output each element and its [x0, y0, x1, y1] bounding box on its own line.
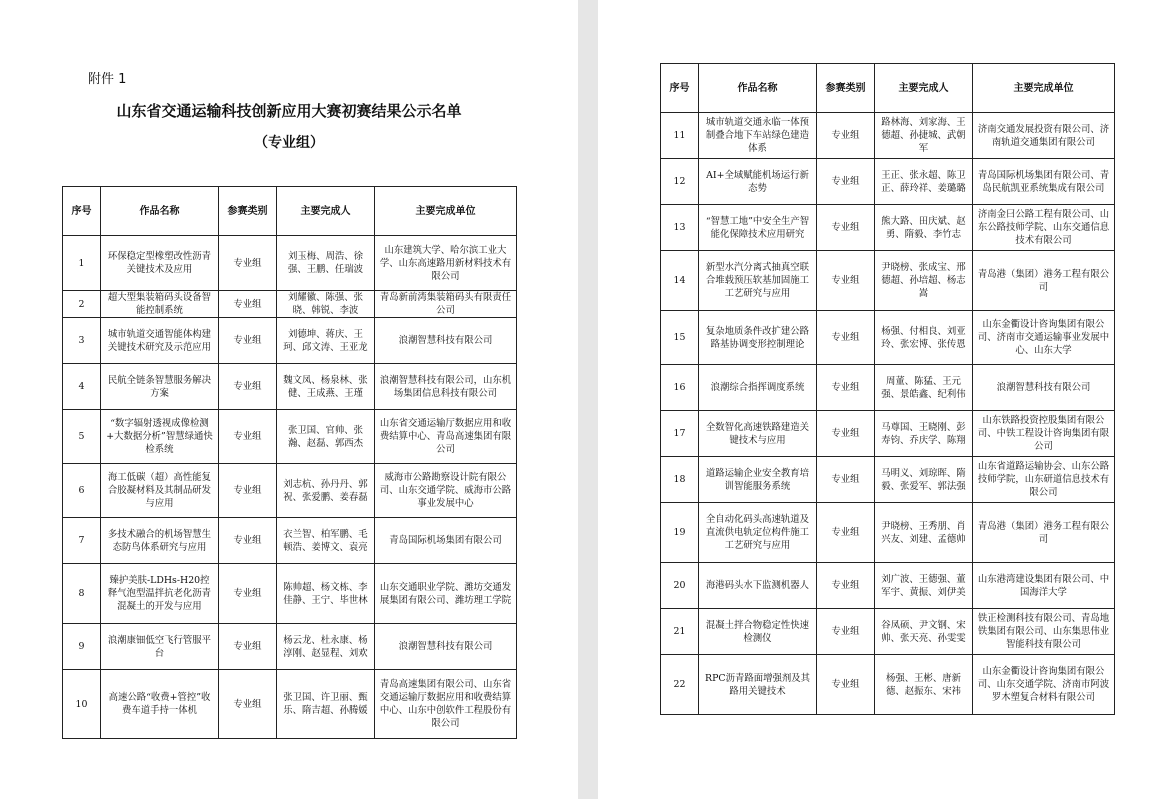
document-subtitle: （专业组）: [254, 135, 324, 151]
main-units: 山东港湾建设集团有限公司、中国海洋大学: [973, 563, 1115, 609]
table-row: [63, 410, 517, 464]
main-units: 青岛高速集团有限公司、山东省交通运输厅数据应用和收费结算中心、山东中创软件工程股份有限公司: [375, 670, 517, 739]
work-title: 复杂地质条件改扩建公路路基协调变形控制理论: [699, 311, 817, 365]
category: 专业组: [219, 564, 277, 624]
table-row: [63, 518, 517, 564]
work-title: AI+全域赋能机场运行新态势: [699, 159, 817, 205]
row-number: 21: [661, 609, 699, 655]
row-number: 11: [661, 113, 699, 159]
row-number: 3: [63, 318, 101, 364]
main-units: 浪潮智慧科技有限公司: [375, 318, 517, 364]
table-row: [661, 411, 1115, 457]
main-units: 铁正检测科技有限公司、青岛地铁集团有限公司、山东集思伟业智能科技有限公司: [973, 609, 1115, 655]
category: 专业组: [219, 291, 277, 318]
row-number: 14: [661, 251, 699, 311]
work-title: 民航全链条智慧服务解决方案: [101, 364, 219, 410]
category: 专业组: [219, 318, 277, 364]
document-page-right: [598, 0, 1176, 799]
table-row: [63, 364, 517, 410]
header-main-units: 主要完成单位: [973, 64, 1115, 113]
main-units: 青岛国际机场集团有限公司、青岛民航凯亚系统集成有限公司: [973, 159, 1115, 205]
work-title: 多技术融合的机场智慧生态防鸟体系研究与应用: [101, 518, 219, 564]
table-row: [661, 609, 1115, 655]
work-title: 海港码头水下监测机器人: [699, 563, 817, 609]
category: 专业组: [219, 464, 277, 518]
work-title: 海工低碳（超）高性能复合胶凝材料及其制品研发与应用: [101, 464, 219, 518]
work-title: 新型水汽分离式抽真空联合堆载预压软基加固施工工艺研究与应用: [699, 251, 817, 311]
header-category: 参赛类别: [817, 64, 875, 113]
category: 专业组: [817, 503, 875, 563]
row-number: 5: [63, 410, 101, 464]
main-people: 王正、张永超、陈卫正、薛玲祥、姜璐璐: [875, 159, 973, 205]
main-people: 路林海、刘家海、王德超、孙捷城、武朝军: [875, 113, 973, 159]
table-row: [63, 464, 517, 518]
work-title: 臻护美肤-LDHs-H20控释气泡型温拌抗老化沥青混凝土的开发与应用: [101, 564, 219, 624]
work-title: 浪潮综合指挥调度系统: [699, 365, 817, 411]
work-title: 道路运输企业安全教育培训智能服务系统: [699, 457, 817, 503]
row-number: 9: [63, 624, 101, 670]
main-people: 刘耀徽、陈强、张晓、韩锐、李波: [277, 291, 375, 318]
table-row: [661, 113, 1115, 159]
main-units: 青岛港（集团）港务工程有限公司: [973, 503, 1115, 563]
header-main-people: 主要完成人: [277, 187, 375, 236]
row-number: 19: [661, 503, 699, 563]
main-units: 山东铁路投资控股集团有限公司、中铁工程设计咨询集团有限公司: [973, 411, 1115, 457]
header-main-people: 主要完成人: [875, 64, 973, 113]
row-number: 7: [63, 518, 101, 564]
table-row: [661, 311, 1115, 365]
main-people: 熊大路、田庆斌、赵勇、隋毅、李竹志: [875, 205, 973, 251]
work-title: 城市轨道交通永临一体预制叠合地下车站绿色建造体系: [699, 113, 817, 159]
document-title: 山东省交通运输科技创新应用大赛初赛结果公示名单: [116, 102, 462, 120]
main-people: 马尊国、王晓刚、彭寿钧、乔庆学、陈翔: [875, 411, 973, 457]
main-people: 杨强、付相良、刘亚玲、张宏博、张传恩: [875, 311, 973, 365]
table-row: [661, 655, 1115, 715]
row-number: 22: [661, 655, 699, 715]
row-number: 18: [661, 457, 699, 503]
row-number: 20: [661, 563, 699, 609]
row-number: 4: [63, 364, 101, 410]
main-units: 山东省交通运输厅数据应用和收费结算中心、青岛高速集团有限公司: [375, 410, 517, 464]
main-people: 尹晓榜、张成宝、邢德超、孙培超、杨志嵩: [875, 251, 973, 311]
work-title: “智慧工地”中安全生产智能化保障技术应用研究: [699, 205, 817, 251]
row-number: 17: [661, 411, 699, 457]
row-number: 1: [63, 236, 101, 291]
work-title: RPC沥青路面增强剂及其路用关键技术: [699, 655, 817, 715]
main-people: 周董、陈猛、王元强、景皓鑫、纪利伟: [875, 365, 973, 411]
main-units: 山东省道路运输协会、山东公路技师学院，山东研道信息技术有限公司: [973, 457, 1115, 503]
attachment-label: 附件 1: [88, 72, 127, 87]
category: 专业组: [817, 563, 875, 609]
work-title: 全数智化高速铁路建造关键技术与应用: [699, 411, 817, 457]
work-title: 混凝土拌合物稳定性快速检测仪: [699, 609, 817, 655]
header-number: 序号: [661, 64, 699, 113]
main-units: 山东交通职业学院、潍坊交通发展集团有限公司、潍坊理工学院: [375, 564, 517, 624]
main-units: 浪潮智慧科技有限公司: [375, 624, 517, 670]
table-row: [63, 318, 517, 364]
row-number: 16: [661, 365, 699, 411]
table-row: [63, 236, 517, 291]
work-title: 超大型集装箱码头设备智能控制系统: [101, 291, 219, 318]
table-row: [63, 291, 517, 318]
row-number: 13: [661, 205, 699, 251]
main-units: 浪潮智慧科技有限公司，山东机场集团信息科技有限公司: [375, 364, 517, 410]
table-row: [661, 563, 1115, 609]
header-number: 序号: [63, 187, 101, 236]
main-people: 刘德坤、蒋庆、王珂、邱文涛、王亚龙: [277, 318, 375, 364]
category: 专业组: [817, 311, 875, 365]
main-units: 浪潮智慧科技有限公司: [973, 365, 1115, 411]
main-people: 刘广波、王德强、董军宇、黄振、刘伊美: [875, 563, 973, 609]
results-table-right: [660, 63, 1115, 715]
table-row: [661, 503, 1115, 563]
main-units: 青岛港（集团）港务工程有限公司: [973, 251, 1115, 311]
main-people: 谷凤硕、尹文钢、宋帅、张天亮、孙雯雯: [875, 609, 973, 655]
category: 专业组: [817, 655, 875, 715]
category: 专业组: [817, 457, 875, 503]
main-units: 山东建筑大学、哈尔滨工业大学、山东高速路用新材料技术有限公司: [375, 236, 517, 291]
work-title: 环保稳定型橡塑改性沥青关键技术及应用: [101, 236, 219, 291]
table-row: [63, 624, 517, 670]
category: 专业组: [219, 410, 277, 464]
category: 专业组: [817, 159, 875, 205]
table-header-row: [63, 187, 517, 236]
main-people: 杨强、王彬、唐新德、赵振东、宋祎: [875, 655, 973, 715]
category: 专业组: [817, 205, 875, 251]
page-gap: [578, 0, 598, 799]
category: 专业组: [817, 113, 875, 159]
main-people: 张卫国、官帅、张瀚、赵磊、郭西杰: [277, 410, 375, 464]
table-row: [661, 457, 1115, 503]
main-units: 济南金曰公路工程有限公司、山东公路技师学院、山东交通信息技术有限公司: [973, 205, 1115, 251]
header-main-units: 主要完成单位: [375, 187, 517, 236]
main-people: 马明义、刘琼晖、隋毅、张爱军、郭法强: [875, 457, 973, 503]
table-row: [661, 205, 1115, 251]
category: 专业组: [817, 411, 875, 457]
category: 专业组: [219, 364, 277, 410]
work-title: 全自动化码头高速轨道及直流供电轨定位构件施工工艺研究与应用: [699, 503, 817, 563]
work-title: 浪潮康钿低空飞行管服平台: [101, 624, 219, 670]
table-row: [661, 159, 1115, 205]
main-people: 陈帅超、杨文栋、李佳静、王宁、毕世林: [277, 564, 375, 624]
table-row: [661, 251, 1115, 311]
row-number: 6: [63, 464, 101, 518]
main-units: 青岛新前湾集装箱码头有限责任公司: [375, 291, 517, 318]
main-people: 刘玉梅、周浩、徐强、王鹏、任瑞波: [277, 236, 375, 291]
main-units: 青岛国际机场集团有限公司: [375, 518, 517, 564]
category: 专业组: [219, 670, 277, 739]
main-units: 山东金衢设计咨询集团有限公司、山东交通学院、济南市阿波罗木塑复合材料有限公司: [973, 655, 1115, 715]
table-row: [63, 670, 517, 739]
category: 专业组: [817, 251, 875, 311]
header-work-title: 作品名称: [699, 64, 817, 113]
row-number: 15: [661, 311, 699, 365]
category: 专业组: [219, 624, 277, 670]
main-people: 刘志杭、孙丹丹、郭祝、张爱鹏、姜春磊: [277, 464, 375, 518]
main-people: 衣兰智、柏军鹏、毛顿浩、姜博文、袁亮: [277, 518, 375, 564]
category: 专业组: [219, 518, 277, 564]
results-table-left: [62, 186, 517, 739]
main-people: 魏文凤、杨泉林、张健、王成燕、王瑾: [277, 364, 375, 410]
main-units: 威海市公路勘察设计院有限公司、山东交通学院、威海市公路事业发展中心: [375, 464, 517, 518]
document-page-left: [0, 0, 578, 799]
work-title: 城市轨道交通智能体构建关键技术研究及示范应用: [101, 318, 219, 364]
work-title: “数字辐射透视成像检测+大数据分析”智慧绿通快检系统: [101, 410, 219, 464]
work-title: 高速公路“收费+管控”收费车道手持一体机: [101, 670, 219, 739]
table-row: [661, 365, 1115, 411]
header-category: 参赛类别: [219, 187, 277, 236]
table-row: [63, 564, 517, 624]
main-units: 济南交通发展投资有限公司、济南轨道交通集团有限公司: [973, 113, 1115, 159]
row-number: 10: [63, 670, 101, 739]
main-people: 尹晓榜、王秀朋、肖兴友、刘建、孟德帅: [875, 503, 973, 563]
main-people: 张卫国、许卫丽、甄乐、隋吉超、孙腾媛: [277, 670, 375, 739]
row-number: 8: [63, 564, 101, 624]
category: 专业组: [817, 609, 875, 655]
row-number: 2: [63, 291, 101, 318]
row-number: 12: [661, 159, 699, 205]
main-people: 杨云龙、杜永康、杨淳刚、赵显程、刘欢: [277, 624, 375, 670]
category: 专业组: [817, 365, 875, 411]
category: 专业组: [219, 236, 277, 291]
table-header-row: [661, 64, 1115, 113]
main-units: 山东金衢设计咨询集团有限公司、济南市交通运输事业发展中心、山东大学: [973, 311, 1115, 365]
header-work-title: 作品名称: [101, 187, 219, 236]
